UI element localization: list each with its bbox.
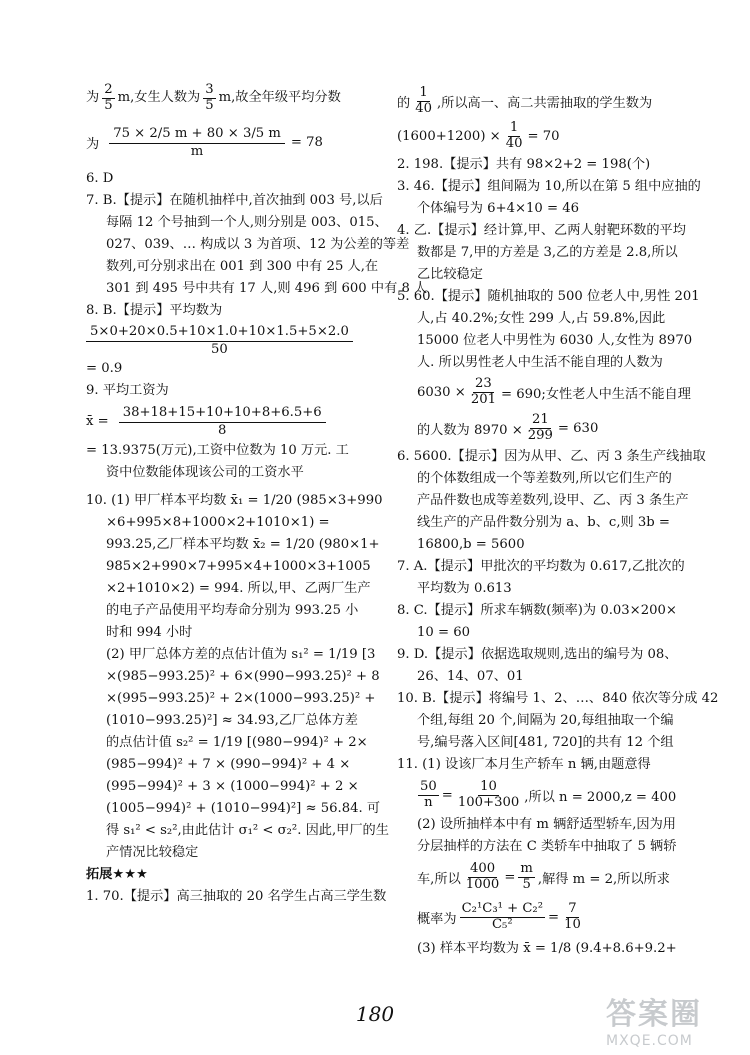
text: ,解得 m = 2,所以所求 (537, 871, 670, 887)
fraction (109, 126, 285, 159)
answer-line: 15000 位老人中男性为 6030 人,女性为 8970 (417, 333, 693, 348)
numerator: 75 × 2/5 m + 80 × 3/5 m (109, 126, 285, 144)
denominator: 5 (104, 97, 113, 113)
grade-average-formula (86, 116, 323, 168)
numerator: 1 (419, 84, 428, 100)
numerator: 10 (480, 778, 497, 794)
text: 6030 × (417, 384, 466, 400)
answer-line: 线生产的产品件数分别为 a、b、c,则 3b = (417, 515, 670, 530)
answer-line: 的电子产品使用平均寿命分别为 993.25 小 (106, 603, 359, 618)
answer-line: 得 s₁² < s₂²,由此估计 σ₁² < σ₂². 因此,甲厂的生 (106, 823, 389, 838)
numerator: 5×0+20×0.5+10×1.0+10×1.5+5×2.0 (86, 324, 353, 342)
numerator: 400 (469, 860, 496, 876)
section-heading: 拓展★★★ (86, 867, 148, 882)
text: (1600+1200) × (397, 128, 501, 144)
denominator: 5 (205, 97, 214, 113)
watermark-url: MXQE.COM (606, 1033, 693, 1049)
answer-line: 7. A.【提示】甲批次的平均数为 0.617,乙批次的 (397, 559, 685, 574)
text: = (441, 787, 453, 803)
denominator: 50 (211, 341, 228, 357)
answer-line: 人,占 40.2%;女性 299 人,占 59.8%,因此 (417, 311, 666, 326)
answer-line: 的个体数组成一个等差数列,所以它们生产的 (417, 471, 672, 486)
text: 概率为 (417, 911, 457, 927)
answer-line: 数列,可分别求出在 001 到 300 中有 25 人,在 (106, 259, 379, 274)
answer-line: 资中位数能体现该公司的工资水平 (106, 465, 304, 480)
denominator: 8 (218, 422, 227, 438)
denominator: C₅² (491, 916, 513, 932)
answer-line: 7. B.【提示】在随机抽样中,首次抽到 003 号,以后 (86, 193, 383, 208)
answer-line: 16800,b = 5600 (417, 537, 525, 552)
numerator: m (520, 860, 533, 876)
answer-line: ×2+1010×2) = 994. 所以,甲、乙两厂生产 (106, 581, 371, 596)
answer-line: 8. C.【提示】所求车辆数(频率)为 0.03×200× (397, 603, 677, 618)
answer-line: 993.25,乙厂样本平均数 x̄₂ = 1/20 (980×1+ (106, 537, 380, 552)
fraction (413, 86, 434, 116)
answer-line: = 0.9 (86, 361, 123, 376)
fraction (562, 902, 583, 932)
answer-line: 个体编号为 6+4×10 = 46 (417, 201, 580, 216)
denominator: 299 (527, 427, 553, 443)
answer-line: 10. B.【提示】将编号 1、2、…、840 依次等分成 42 (397, 691, 719, 706)
denominator: 201 (470, 391, 496, 407)
numerator: 50 (420, 778, 437, 794)
answer-line: 9. D.【提示】依据选取规则,选出的编号为 08、 (397, 647, 678, 662)
answer-line: (985−994)² + 7 × (990−994)² + 4 × (106, 757, 351, 772)
watermark-logo (606, 989, 734, 1049)
answer-line: 6. D (86, 171, 114, 186)
page-number: 180 (355, 1002, 395, 1026)
fraction (456, 780, 521, 810)
q5-formula-1 (397, 374, 691, 410)
answer-line: 号,编号落入区间[481, 720]的共有 12 个组 (417, 735, 674, 750)
denominator: 5 (522, 876, 531, 892)
numerator: 3 (205, 81, 214, 97)
denominator: m (190, 143, 204, 159)
answer-line: 301 到 495 号中共有 17 人,则 496 到 600 中有 8 人 (106, 281, 428, 296)
denominator: 10 (564, 916, 581, 932)
answer-line: 027、039、… 构成以 3 为首项、12 为公差的等差 (106, 237, 410, 252)
numerator: 23 (475, 375, 492, 391)
answer-line: 产品件数也成等差数列,设甲、乙、丙 3 条生产 (417, 493, 689, 508)
numerator: 21 (531, 411, 549, 427)
q11-formula-1 (397, 776, 676, 814)
answer-line: 产情况比较稳定 (106, 845, 199, 860)
answer-line: 分层抽样的方法在 C 类轿车中抽取了 5 辆轿 (417, 839, 677, 854)
answer-line: 2. 198.【提示】共有 98×2+2 = 198(个) (397, 157, 651, 172)
answer-line: 3. 46.【提示】组间隔为 10,所以在第 5 组中应抽的 (397, 179, 701, 194)
fraction (460, 902, 545, 932)
watermark-logo-text: 答案圈 (606, 997, 702, 1032)
answer-line: ×(995−993.25)² + 2×(1000−993.25)² + (106, 691, 376, 706)
answer-line: 1. 70.【提示】高三抽取的 20 名学生占高三学生数 (86, 889, 387, 904)
text: ,所以 n = 2000,z = 400 (524, 789, 677, 805)
answer-line: 平均数为 0.613 (417, 581, 512, 596)
answer-line: 时和 994 小时 (106, 625, 193, 640)
text: m,故全年级平均分数 (218, 90, 341, 105)
answer-line: ×6+995×8+1000×2+1010×1) = (106, 515, 330, 530)
q8-formula (86, 322, 353, 358)
answer-line: 数都是 7,甲的方差是 3,乙的方差是 2.8,所以 (417, 245, 678, 260)
grade-average-intro (86, 81, 341, 113)
fraction (86, 324, 353, 357)
answer-line: 4. 乙.【提示】经计算,甲、乙两人射靶环数的平均 (397, 223, 686, 238)
answer-line: (1005−994)² + (1010−994)²] ≈ 56.84. 可 (106, 801, 381, 816)
text: x̄ = (86, 413, 109, 429)
answer-line: 11. (1) 设该厂本月生产轿车 n 辆,由题意得 (397, 757, 651, 772)
text: 为 (86, 136, 100, 152)
answer-line: 乙比较稳定 (417, 267, 483, 282)
text: 的人数为 8970 × (417, 422, 523, 438)
text: = 630 (557, 420, 599, 436)
fraction (119, 405, 326, 438)
numerator: 2 (104, 81, 113, 97)
q11-formula-3 (397, 896, 584, 938)
denominator: n (424, 794, 433, 810)
q9-formula (86, 402, 326, 440)
answer-line: 的点估计值 s₂² = 1/19 [(980−994)² + 2× (106, 735, 368, 750)
denominator: 100+300 (457, 794, 520, 810)
right-column (397, 84, 719, 960)
answer-line: 人. 所以男性老人中生活不能自理的人数为 (417, 355, 663, 370)
answer-line: (2) 设所抽样本中有 m 辆舒适型轿车,因为用 (417, 817, 676, 832)
text: 为 (86, 90, 100, 105)
numerator: 1 (509, 119, 519, 135)
answer-line: = 13.9375(万元),工资中位数为 10 万元. 工 (86, 443, 349, 458)
q11-formula-2 (397, 858, 670, 896)
denominator: 40 (415, 100, 432, 116)
text: ,所以高一、高二共需抽取的学生数为 (436, 95, 653, 111)
text: = (504, 869, 516, 885)
fraction (464, 862, 502, 892)
text: = 70 (527, 128, 560, 144)
fraction (418, 780, 439, 810)
fraction (518, 862, 535, 892)
answer-line: 个组,每组 20 个,间隔为 20,每组抽取一个编 (417, 713, 674, 728)
answer-line: (1010−993.25)²] ≈ 34.93,乙厂总体方差 (106, 713, 358, 728)
answer-line: 6. 5600.【提示】因为从甲、乙、丙 3 条生产线抽取 (397, 449, 706, 464)
text: 车,所以 (417, 871, 461, 887)
numerator: C₂¹C₃¹ + C₂² (461, 900, 543, 916)
answer-line: 985×2+990×7+995×4+1000×3+1005 (106, 559, 371, 574)
answer-line: (995−994)² + 3 × (1000−994)² + 2 × (106, 779, 359, 794)
answer-line: 5. 60.【提示】随机抽取的 500 位老人中,男性 201 (397, 289, 700, 304)
q5-formula-2 (397, 410, 598, 446)
answer-line: 10. (1) 甲厂样本平均数 x̄₁ = 1/20 (985×3+990 (86, 493, 383, 508)
fraction (526, 413, 555, 443)
answer-line: ×(985−993.25)² + 6×(990−993.25)² + 8 (106, 669, 380, 684)
text: = (548, 909, 560, 925)
ext1-continued (397, 84, 652, 118)
text: m,女生人数为 (117, 90, 201, 105)
numerator: 7 (568, 900, 577, 916)
fraction (504, 121, 525, 151)
answer-line: 8. B.【提示】平均数为 (86, 303, 223, 318)
fraction (469, 377, 498, 407)
answer-line: 每隔 12 个号抽到一个人,则分别是 003、015、 (106, 215, 388, 230)
answer-line: 26、14、07、01 (417, 669, 524, 684)
ext1-formula (397, 118, 560, 154)
denominator: 1000 (465, 876, 500, 892)
answer-line: 9. 平均工资为 (86, 383, 169, 398)
text: = 690;女性老人中生活不能自理 (500, 386, 691, 402)
fraction (102, 83, 114, 113)
answer-line: 10 = 60 (417, 625, 470, 640)
text: 的 (397, 95, 411, 111)
denominator: 40 (505, 135, 523, 151)
answer-line: (2) 甲厂总体方差的点估计值为 s₁² = 1/19 [3 (106, 647, 376, 662)
result: = 78 (290, 134, 323, 150)
answer-line: (3) 样本平均数为 x̄ = 1/8 (9.4+8.6+9.2+ (417, 941, 677, 956)
numerator: 38+18+15+10+10+8+6.5+6 (119, 405, 326, 423)
fraction (203, 83, 215, 113)
